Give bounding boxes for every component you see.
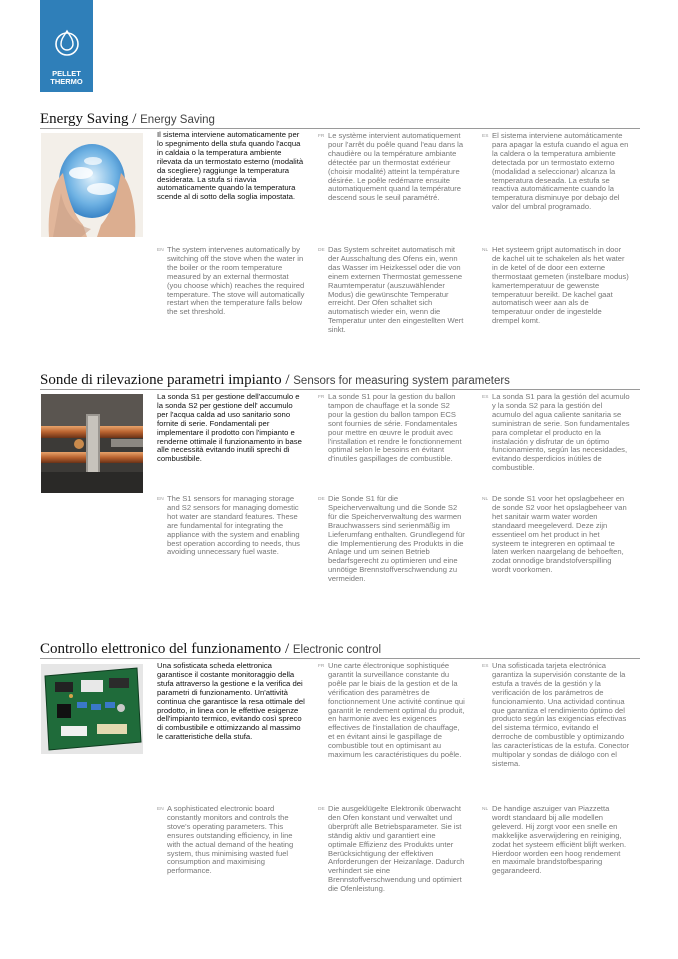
text-nl-body: Het systeem grijpt automatisch in door de kachel uit te schakelen als het water in de ketel of de door een externe thermostaat gemeten (instelbare modus) kamertemperatuur de gewenste temperatuur bereikt. De kachel gaat automatisch weer aan als de temperatuur onder de ingestelde drempel komt. <box>492 245 629 326</box>
section-divider <box>40 658 640 659</box>
section-title-energy-saving: Energy Saving / Energy Saving <box>40 111 215 127</box>
text-it-body: Il sistema interviene automaticamente per lo spegnimento della stufa quando l'acqua in caldaia o la temperatura ambiente rilevata da un termostato esterno (modalità da scegliere) raggiunge la temperatura desiderata. La stufa si riavvia automaticamente quando la temperatura scende al di sotto della soglia impostata. <box>157 130 304 202</box>
text-it-body: La sonda S1 per gestione dell'accumulo e la sonda S2 per gestione dell' accumulo per l'acqua calda ad uso sanitario sono fornite di serie. Fondamentali per implementare il prodotto con l'impianto e renderne ottimale il funzionamento in base alle necessità evitando inutili sprechi di combustibile. <box>157 392 302 464</box>
section-divider <box>40 389 640 390</box>
text-fr <box>318 132 466 203</box>
text-it <box>157 131 305 202</box>
text-de <box>318 495 466 584</box>
lang-code-en: EN <box>157 807 164 812</box>
text-nl-body: De handige aszuiger van Piazzetta wordt standaard bij alle modellen geleverd. Hij zorgt voor een snelle en makkelijke asverwijdering en reiniging, zodat het systeem efficiënt blijft werken. Hierdoor worden een hoog rendement en maximale brandstofbesparing gegarandeerd. <box>492 804 627 876</box>
text-es <box>482 132 630 212</box>
electronic-board-image <box>41 664 143 754</box>
energy-saving-image <box>41 133 143 237</box>
text-nl <box>482 805 630 876</box>
section-title-electronic-control: Controllo elettronico del funzionamento / Electronic control <box>40 641 382 657</box>
text-de-body: Die Sonde S1 für die Speicherverwaltung und die Sonde S2 für die Speicherverwaltung des warmen Brauchwassers sind serienmäßig im Lieferumfang enthalten. Grundlegend für die Implementierung des Produkts in die Anlage und um seinen Betrieb bedarfsgerecht zu optimieren und eine unnötige Brennstoffverschwendung zu vermeiden. <box>328 494 465 584</box>
lang-code-de: DE <box>318 248 325 253</box>
water-drop-icon <box>54 24 80 58</box>
lang-code-de: DE <box>318 497 325 502</box>
lang-code-de: DE <box>318 807 325 812</box>
text-en <box>157 805 305 876</box>
text-de <box>318 246 466 335</box>
text-it <box>157 662 305 742</box>
text-en <box>157 246 305 317</box>
sensors-image <box>41 394 143 493</box>
text-fr-body: Une carte électronique sophistiquée garantit la surveillance constante du poêle par le biais de la gestion et de la vérification des paramètres de fonctionnement Une activité continue qui garantit le rendement optimal du produit, en harmonie avec les exigences effectives de l'installation de chauffage, et en évitant ainsi le gaspillage de combustible tout en optimisant au maximum les caractéristiques du poêle. <box>328 661 465 760</box>
text-en <box>157 495 305 557</box>
section-title: Controllo elettronico del funzionamento <box>40 641 282 657</box>
text-it <box>157 393 305 464</box>
lang-code-nl: NL <box>482 497 489 502</box>
lang-code-fr: FR <box>318 134 325 139</box>
lang-code-es: ES <box>482 395 489 400</box>
section-subtitle: Electronic control <box>292 644 382 656</box>
lang-code-nl: NL <box>482 248 489 253</box>
badge-line-2: THERMO <box>50 77 83 86</box>
lang-code-fr: FR <box>318 664 325 669</box>
section-divider <box>40 128 640 129</box>
lang-code-nl: NL <box>482 807 489 812</box>
text-es-body: La sonda S1 para la gestión del acumulo y la sonda S2 para la gestión del acumulo del agua caliente sanitaria se suministran de serie. Son fundamentales para completar el producto en la instalación y disfrutar de un óptimo funcionamiento, según las necesidades, evitando desperdicios inútiles de combustible. <box>492 392 630 473</box>
badge-label <box>40 70 93 86</box>
text-en-body: The S1 sensors for managing storage and S2 sensors for managing domestic hot water are standard features. These are fundamental for integrating the appliance with the system and enabling best operation according to needs, thus avoiding unnecessary fuel waste. <box>167 494 300 557</box>
text-es <box>482 393 630 473</box>
section-title: Energy Saving <box>40 111 129 127</box>
text-it-body: Una sofisticata scheda elettronica garantisce il costante monitoraggio della stufa attraverso la gestione e la verifica dei parametri di funzionamento. Un'attività continua che garantisce la resa ottimale del prodotto, in linea con le effettive esigenze dell'impianto termico, evitando così spreco di combustibile e ottimizzando al massimo le caratteristiche della stufa. <box>157 661 305 742</box>
text-fr <box>318 662 466 760</box>
text-de-body: Das System schreitet automatisch mit der Ausschaltung des Ofens ein, wenn das Wasser im Heizkessel oder die von einem externen Thermostat gemessene Raumtemperatur (auszuwählender Modus) die gewünschte Temperatur erreicht. Der Ofen schaltet sich automatisch wieder ein, wenn die Temperatur unter den eingestellten Wert sinkt. <box>328 245 464 335</box>
section-subtitle: Energy Saving <box>140 114 215 126</box>
text-en-body: A sophisticated electronic board constantly monitors and controls the stove's operating parameters. This ensures outstanding efficiency, in line with the actual demand of the heating system, thus minimising wasted fuel consumption and maximising performance. <box>167 804 294 876</box>
text-de <box>318 805 466 894</box>
badge-line-1: PELLET <box>52 69 81 78</box>
text-fr <box>318 393 466 464</box>
lang-code-en: EN <box>157 497 164 502</box>
text-es-body: Una sofisticada tarjeta electrónica garantiza la supervisión constante de la estufa a través de la gestión y la verificación de los parámetros de funcionamiento. Una actividad continua que garantiza el rendimiento óptimo del producto según las exigencias efectivas del sistema térmico, evitando el derroche de combustible y optimizando las características de la estufa. Conector multipolar y sondas de diálogo con el sistema. <box>492 661 630 768</box>
section-subtitle: Sensors for measuring system parameters <box>293 375 510 387</box>
text-nl <box>482 246 630 326</box>
brand-badge <box>40 0 93 92</box>
lang-code-en: EN <box>157 248 164 253</box>
text-de-body: Die ausgeklügelte Elektronik überwacht den Ofen konstant und verwaltet und überprüft alle Betriebsparameter. Sie ist ständig aktiv und garantiert eine optimale Effizienz des Produkts unter Berücksichtigung der effektiven Anforderungen der Heizanlage. Dadurch verhindert sie eine Brennstoffverschwendung und optimiert die Ofenleistung. <box>328 804 465 894</box>
text-nl-body: De sonde S1 voor het opslagbeheer en de sonde S2 voor het opslagbeheer van het sanitair warm water worden standaard meegeleverd. Deze zijn essentieel om het product in het systeem te integreren en optimaal te laten werken naargelang de behoeften, zodat onnodige brandstofverspilling wordt voorkomen. <box>492 494 627 575</box>
lang-code-es: ES <box>482 664 489 669</box>
lang-code-es: ES <box>482 134 489 139</box>
text-es <box>482 662 630 769</box>
lang-code-fr: FR <box>318 395 325 400</box>
section-title-sensors: Sonde di rilevazione parametri impianto / Sensors for measuring system parameters <box>40 372 510 388</box>
text-es-body: El sistema interviene automáticamente para apagar la estufa cuando el agua en la caldera o la temperatura ambiente detectada por un termostato externo (modalidad a seleccionar) alcanza la temperatura deseada. La estufa se reactiva automáticamente cuando la temperatura disminuye por debajo del valor del umbral programado. <box>492 131 629 212</box>
text-fr-body: Le système intervient automatiquement pour l'arrêt du poêle quand l'eau dans la chaudière ou la température ambiante détectée par un thermostat extérieur (choisir modalité) atteint la température désirée. Le poêle redémarre ensuite automatiquement quand la température descend sous le seuil paramétré. <box>328 131 464 203</box>
text-en-body: The system intervenes automatically by switching off the stove when the water in the boiler or the room temperature measured by an external thermostat (you choose which) reaches the required temperature. The stove will automatically restart when the temperature falls below the set threshold. <box>167 245 305 317</box>
text-fr-body: La sonde S1 pour la gestion du ballon tampon de chauffage et la sonde S2 pour la gestion du ballon tampon ECS sont fournies de série. Fondamentales pour mettre en œuvre le produit avec l'installation et rendre le fonctionnement optimal selon le besoins en évitant d'inutiles gaspillages de combustible. <box>328 392 462 464</box>
section-title: Sonde di rilevazione parametri impianto <box>40 372 282 388</box>
text-nl <box>482 495 630 575</box>
